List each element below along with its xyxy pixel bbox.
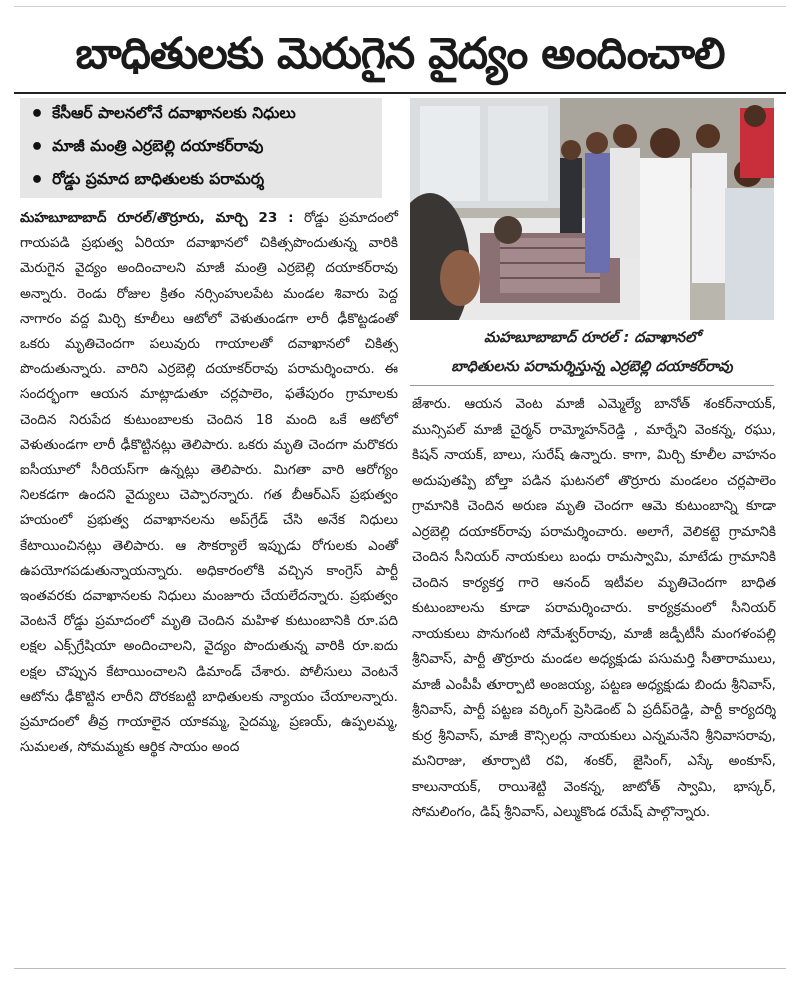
highlight-item <box>20 164 382 197</box>
highlight-item <box>20 131 382 164</box>
photo-caption <box>410 324 774 382</box>
article-column-right <box>412 392 776 826</box>
hospital-ward-photo <box>410 98 774 320</box>
highlights-box <box>20 98 382 198</box>
highlight-item <box>20 98 382 131</box>
article-body-left: రోడ్డు ప్రమాదంలో గాయపడి ప్రభుత్వ ఏరియా దవాఖానలో చికిత్సపొందుతున్న వారికి మెరుగైన వైద్యం అందించాలని మాజీ మంత్రి ఎర్రబెల్లి దయాకర్‌రావు అన్నారు. రెండు రోజుల క్రితం నర్సింహులపేట మండల శివారు పెద్ద నాగారం వద్ద మిర్చి కూలీలు ఆటోలో వెళుతుండగా లారీ ఢీకొట్టడంతో ఒకరు మృతిచెందగా పలువురు గాయాలతో దవాఖానలో చికిత్స పొందుతున్నారు. వారిని ఎర్రబెల్లి దయాకర్‌రావు పరామర్శించారు. ఈ సందర్భంగా ఆయన మాట్లాడుతూ చర్లపాలెం, ఫతేపురం గ్రామాలకు చెందిన నిరుపేద కుటుంబాలకు చెందిన 18 మంది ఒకే ఆటోలో వెళుతుండగా లారీ ఢీకొట్టినట్లు తెలిపారు. ఒకరు మృతి చెందగా మరొకరు ఐసీయూలో సీరియస్‌గా ఉన్నట్లు తెలిపారు. మిగతా వారి ఆరోగ్యం నిలకడగా ఉందని వైద్యులు చెప్పారన్నారు. గత బీఆర్‌ఎస్‌ ప్రభుత్వం హయంలో ప్రభుత్వ దవాఖానలను అప్‌గ్రేడ్‌ చేసి అనేక నిధులు కేటాయించినట్లు తెలిపారు. ఆ సౌకర్యాలే ఇప్పుడు రోగులకు ఎంతో ఉపయోగపడుతున్నాయన్నారు. అధికారంలోకి వచ్చిన కాంగ్రెస్‌ పార్టీ ఇంతవరకు దవాఖానలకు నిధులు మంజూరు చేయలేదన్నారు. ప్రభుత్వం వెంటనే రోడ్డు ప్రమాదంలో మృతి చెందిన మహిళ కుటుంబానికి రూ.పది లక్షల ఎక్స్‌గ్రేషియా అందించాలని, వైద్యం పొందుతున్న వారికి రూ.ఐదు లక్షల చొప్పున కేటాయించాలని డిమాండ్‌ చేశారు. పోలీసులు వెంటనే ఆటోను ఢీకొట్టిన లారీని దొరకబట్టి బాధితులకు న్యాయం చేయాలన్నారు. ప్రమాదంలో తీవ్ర గాయాలైన యాకమ్మ, సైదమ్మ, ప్రణయ్‌, ఉప్పలమ్మ, సుమలత, సోమమ్మకు ఆర్థిక సాయం అంద <box>20 210 398 756</box>
highlight-text: మాజీ మంత్రి ఎర్రబెల్లి దయాకర్‌రావు <box>52 136 264 155</box>
headline-rule <box>14 92 786 94</box>
article-body-right: జేశారు. ఆయన వెంట మాజీ ఎమ్మెల్యే బానోత్‌ శంకర్‌నాయక్‌, మున్సిపల్‌ మాజీ చైర్మన్‌ రామ్మోహన్‌రెడ్డి , మార్నేని వెంకన్న, రఘు, కిషన్‌ నాయక్‌, బాలు, సురేష్‌ ఉన్నారు. కాగా, మిర్చి కూలీల వాహనం అదుపుతప్పి బోల్తా పడిన ఘటనలో తొర్రూరు మండలం చర్లపాలెం గ్రామానికి చెందిన అరుణ మృతి చెందగా ఆమె కుటుంబాన్ని కూడా ఎర్రబెల్లి దయాకర్‌రావు పరామర్శించారు. అలాగే, వెలికట్టె గ్రామానికి చెందిన సీనియర్‌ నాయకులు బంధు రామస్వామి, మాటేడు గ్రామానికి చెందిన కార్యకర్త గారె ఆనంద్‌ ఇటీవల మృతిచెందగా బాధిత కుటుంబాలను కూడా పరామర్శించారు. కార్యక్రమంలో సీనియర్‌ నాయకులు పొనుగంటి సోమేశ్వర్‌రావు, మాజీ జడ్పీటీసీ మంగళంపల్లి శ్రీనివాస్‌, పార్టీ తొర్రూరు మండల అధ్యక్షుడు పసుమర్తి సీతారాములు, మాజీ ఎంపీపీ తూర్పాటి అంజయ్య, పట్టణ అధ్యక్షుడు బిందు శ్రీనివాస్‌, శ్రీనివాస్‌, పార్టీ పట్టణ వర్కింగ్‌ ప్రెసిడెంట్‌ ఏ ప్రదీప్‌రెడ్డి, పార్టీ కార్యదర్శి కుర్ర శ్రీనివాస్‌, మాజీ కౌన్సిలర్లు నాయకులు ఎన్నమనేని శ్రీనివాసరావు, మనిరాజు, తూర్పాటి రవి, శంకర్‌, జైసింగ్‌, ఎస్కే అంకూస్‌, కాలునాయక్‌, రాయిశెట్టి వెంకన్న, జాటోత్‌ స్వామి, భాస్కర్‌, సోమలింగం, డిష్‌ శ్రీనివాస్‌, ఎల్ముకొండ రమేష్‌ పాల్గొన్నారు. <box>412 396 776 820</box>
bullet-dot-icon: • <box>30 167 45 193</box>
article-dateline: మహబూబాబాద్‌ రూరల్‌/తొర్రూరు, మార్చి 23 : <box>20 210 294 226</box>
caption-rule <box>410 385 774 386</box>
bullet-dot-icon: • <box>30 101 45 127</box>
bottom-rule <box>14 968 786 969</box>
caption-line: బాధితులను పరామర్శిస్తున్న ఎర్రబెల్లి దయాకర్‌రావు <box>451 359 733 375</box>
top-rule <box>14 6 786 7</box>
highlight-text: రోడ్డు ప్రమాద బాధితులకు పరామర్శ <box>52 169 265 188</box>
bullet-dot-icon: • <box>30 134 45 160</box>
news-photo <box>410 98 774 320</box>
caption-line: మహబూబాబాద్‌ రూరల్‌ : దవాఖానలో <box>483 330 700 346</box>
article-headline: బాధితులకు మెరుగైన వైద్యం అందించాలి <box>75 29 725 79</box>
highlight-text: కేసీఆర్‌ పాలనలోనే దవాఖానలకు నిధులు <box>52 103 296 122</box>
article-column-left <box>20 206 398 760</box>
